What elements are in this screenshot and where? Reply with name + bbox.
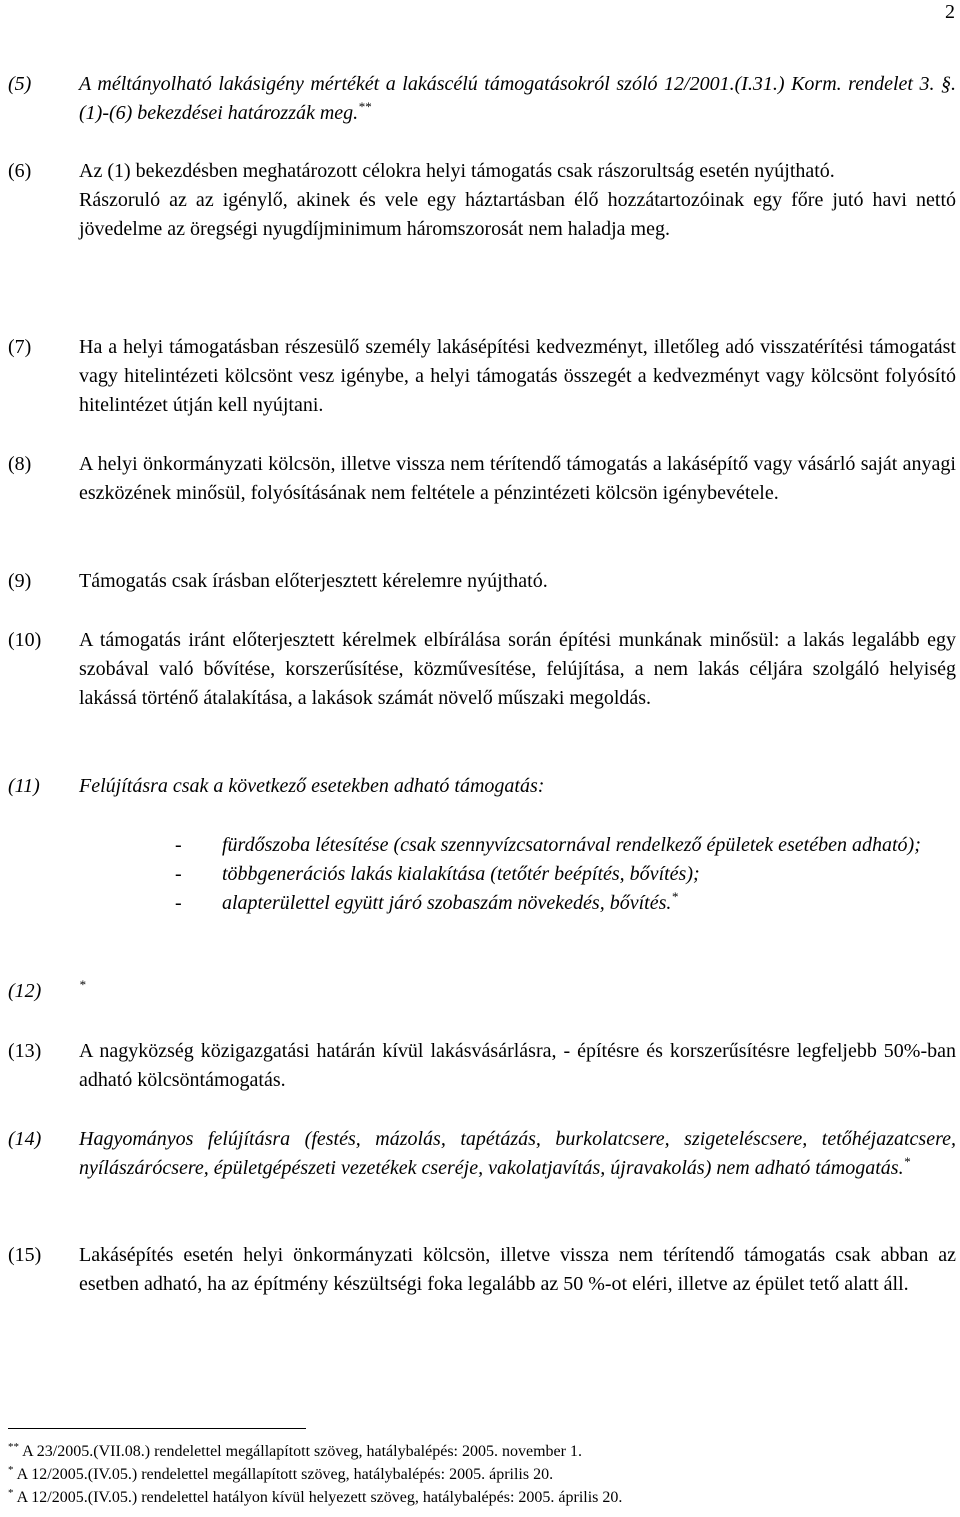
bullet-text: alapterülettel együtt járó szobaszám növekedés, bővítés.* [222,889,678,914]
paragraph-text [79,977,956,1006]
footnote-mark: * [903,1154,911,1169]
paragraph-13 [8,1037,956,1095]
bullet-dash: - [175,834,182,856]
paragraph-text: Hagyományos felújításra (festés, mázolás, tapétázás, burkolatcsere, szigeteléscsere, tetőhéjazatcsere, nyílászárócsere, épületgépészeti vezetékek cseréje, vakolatjavítás, újravakolás) nem adható támogatás.* [79,1128,956,1179]
bullet-text: fürdőszoba létesítése (csak szennyvízcsatornával rendelkező épületek esetében adható); [222,834,921,856]
paragraph-text: Felújításra csak a következő esetekben adható támogatás: [79,775,545,797]
paragraph-number: (11) [8,775,40,797]
list-item [175,831,957,860]
paragraph-text-2: Rászoruló az az igénylő, akinek és vele egy háztartásban élő hozzátartozóinak egy főre jutó havi nettó jövedelme az öregségi nyugdíjminimum háromszorosát nem haladja meg. [79,189,956,240]
paragraph-number: (12) [8,980,42,1002]
paragraph-14 [8,1125,956,1183]
paragraph-text: Ha a helyi támogatásban részesülő személy lakásépítési kedvezményt, illetőleg adó visszatérítési támogatást vagy hitelintézeti kölcsönt vesz igénybe, a helyi támogatás összegét a kedvezményt vagy kölcsönt folyósító hitelintézet útján kell nyújtani. [79,336,956,416]
paragraph-text: A helyi önkormányzati kölcsön, illetve vissza nem térítendő támogatás a lakásépítő vagy vásárló saját anyagi eszközének minősül, folyósításának nem feltétele a pénzintézeti kölcsön igénybevétele. [79,453,956,504]
paragraph-number: (15) [8,1244,42,1266]
paragraph-text: A támogatás iránt előterjesztett kérelmek elbírálása során építési munkának minősül: a lakás legalább egy szobával való bővítése, korszerűsítése, közművesítése, felújítása, a nem lakás céljára szolgáló helyiség lakássá történő átalakítása, a lakások számát növelő műszaki megoldás. [79,629,956,709]
paragraph-text: Lakásépítés esetén helyi önkormányzati kölcsön, illetve vissza nem térítendő támogatás csak abban az esetben adható, ha az építmény készültségi foka legalább az 50 %-ot eléri, illetve az épület tető alatt áll. [79,1244,956,1295]
paragraph-number: (7) [8,336,32,358]
footnote: * A 12/2005.(IV.05.) rendelettel megállapított szöveg, hatálybalépés: 2005. április 20. [8,1464,554,1483]
list-item [175,860,957,889]
footnote-mark: * [8,1487,14,1499]
bullet-text: többgenerációs lakás kialakítása (tetőtér beépítés, bővítés); [222,863,700,885]
paragraph-9 [8,567,956,596]
list-item [175,889,957,918]
paragraph-7 [8,333,956,420]
bullet-dash: - [175,892,182,914]
paragraph-number: (6) [8,160,32,182]
footnote-divider [8,1428,306,1429]
footnote-mark: * [79,977,86,992]
paragraph-number: (13) [8,1040,42,1062]
footnote: * A 12/2005.(IV.05.) rendelettel hatályon kívül helyezett szöveg, hatálybalépés: 2005. április 20. [8,1487,623,1506]
paragraph-6 [8,157,956,244]
paragraph-text: Az (1) bekezdésben meghatározott célokra helyi támogatás csak rászorultság esetén nyújtható. [79,160,835,182]
paragraph-text: A méltányolható lakásigény mértékét a lakáscélú támogatásokról szóló 12/2001.(I.31.) Korm. rendelet 3. §. (1)-(6) bekezdései határozzák meg.** [79,73,956,124]
footnote-mark: ** [358,99,372,114]
bullet-list [175,831,957,918]
paragraph-number: (10) [8,629,42,651]
paragraph-number: (5) [8,73,32,95]
paragraph-5 [8,70,956,128]
page-number: 2 [945,1,955,23]
paragraph-10 [8,626,956,713]
paragraph-text: A nagyközség közigazgatási határán kívül lakásvásárlásra, - építésre és korszerűsítésre legfeljebb 50%-ban adható kölcsöntámogatás. [79,1040,956,1091]
footnote-mark: ** [8,1441,19,1453]
paragraph-12 [8,977,956,1006]
bullet-dash: - [175,863,182,885]
paragraph-text: Támogatás csak írásban előterjesztett kérelemre nyújtható. [79,570,548,592]
footnotes [8,1440,622,1509]
paragraph-15 [8,1241,956,1299]
footnote: ** A 23/2005.(VII.08.) rendelettel megállapított szöveg, hatálybalépés: 2005. november 1. [8,1441,582,1460]
paragraph-number: (9) [8,570,32,592]
footnote-mark: * [671,889,678,904]
paragraph-number: (8) [8,453,32,475]
paragraph-8 [8,450,956,508]
paragraph-11 [8,772,956,801]
footnote-mark: * [8,1464,14,1476]
paragraph-number: (14) [8,1128,42,1150]
